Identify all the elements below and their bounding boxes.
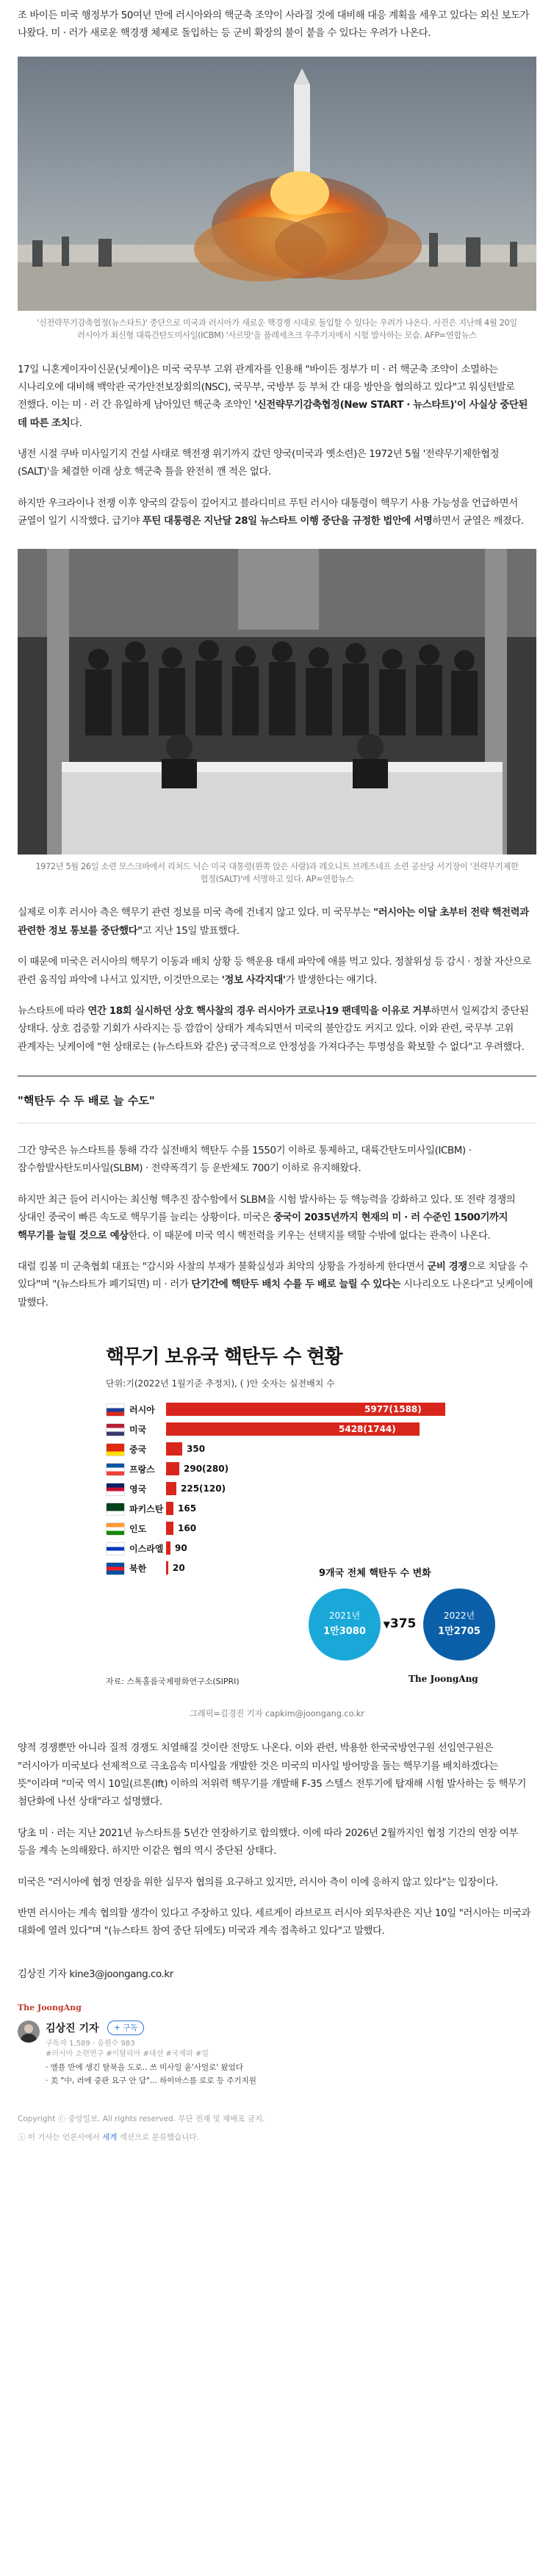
change-indicator <box>380 1616 420 1636</box>
missile-launch-image <box>18 57 536 311</box>
paragraph <box>18 495 536 531</box>
author-name[interactable]: 김상진 기자 <box>46 2023 99 2035</box>
bar-row <box>106 1402 539 1417</box>
emphasis-text: '신전략무기감축협정(New START · 뉴스타트)'이 사실상 중단된 데 따른 조치 <box>18 400 528 429</box>
bar-row <box>106 1541 539 1555</box>
country-name: 북한 <box>129 1564 147 1575</box>
warhead-bar <box>166 1482 176 1495</box>
infographic-source: 자료: 스톡홀름국제평화연구소(SIPRI) <box>106 1677 240 1687</box>
circle-chart-title: 9개국 전체 핵탄두 수 변화 <box>319 1568 431 1580</box>
text: 대럴 킴볼 미 군축협회 대표는 "감시와 사찰의 부재가 불확실성과 최악의 상황을 가정하게 한다면서 <box>18 1262 428 1273</box>
paragraph: 조 바이든 미국 행정부가 50여년 만에 러시아와의 핵군축 조약이 사라질 것에 대비해 대응 계획을 세우고 있다는 외신 보도가 나왔다. 미 · 러가 새로운 핵경쟁 체제로 돌입하는 등 군비 확장의 불이 붙을 수 있다는 우려가 나온다. <box>18 10 530 40</box>
emphasis-text: 중국이 2035년까지 현재의 미 · 러 수준인 1500기까지 핵무기를 늘릴 것으로 예상 <box>18 1212 508 1242</box>
paragraph: 냉전 시절 쿠바 미사일기지 건설 사태로 핵전쟁 위기까지 갔던 양국(미국과 옛소련)은 1972년 5월 '전략무기제한협정(SALT)'을 체결한 이래 상호 핵군축 틀을 완전히 깬 적은 없다. <box>18 449 500 478</box>
country-name: 파키스탄 <box>129 1504 164 1515</box>
country-name: 프랑스 <box>129 1464 155 1475</box>
bar-value-label: 350 <box>187 1444 206 1455</box>
author-card <box>18 2003 536 2094</box>
country-name: 영국 <box>129 1484 147 1495</box>
bar-value-label: 160 <box>178 1523 197 1534</box>
related-article-link[interactable]: · 美 "中, 러에 중판 요구 안 담"... 하이마스를 로로 등 주기지원 <box>46 2076 256 2086</box>
country-name: 미국 <box>129 1425 147 1436</box>
text: 하면서 균열은 깨졌다. <box>432 516 524 528</box>
copyright-notice: Copyright ⓒ 중앙일보. All rights reserved. 무단 전재 및 재배포 금지. <box>18 2115 265 2124</box>
infographic-brand: The JoongAng <box>409 1674 478 1685</box>
byline: 김상진 기자 kine3@joongang.co.kr <box>18 1968 173 1980</box>
author-stats: 구독자 1,589 · 응원수 983 <box>46 2040 135 2048</box>
bar-value-label: 225(120) <box>181 1483 226 1494</box>
country-flag-icon <box>106 1483 125 1496</box>
country-name: 중국 <box>129 1444 147 1456</box>
infographic-credit: 그래픽=김경진 기자 capkim@joongang.co.kr <box>190 1709 364 1719</box>
text: 이 기사는 언론사에서 <box>27 2133 103 2143</box>
paragraph <box>18 361 536 433</box>
paragraph <box>18 954 536 990</box>
bar-value-label: 5428(1744) <box>339 1424 396 1435</box>
paragraph <box>18 1259 536 1312</box>
country-flag-icon <box>106 1423 125 1436</box>
photo-caption: 1972년 5월 26일 소련 모스크바에서 리처드 닉슨 미국 대통령(왼쪽 앉은 사람)과 레오니트 브레즈네프 소련 공산당 서기장이 '전략무기제한협정(SALT)'에 서명하고 있다. AP=연합뉴스 <box>35 861 519 884</box>
bar-row <box>106 1422 539 1436</box>
text: 뉴스타트에 따라 <box>18 1005 88 1017</box>
text: 시나리오도 나온다"고 닛케이에 말했다. <box>18 1279 533 1309</box>
country-flag-icon <box>106 1403 125 1417</box>
text: 가 발생한다는 얘기다. <box>285 974 377 986</box>
text: 다. <box>70 417 82 429</box>
text: 하지만 우크라이나 전쟁 이후 양국의 갈등이 깊어지고 블라디미르 푸틴 러시아 대통령이 핵무기 사용 가능성을 언급하면서 균열이 일기 시작했다. 급기야 <box>18 497 518 528</box>
treaty-signing-photo <box>18 549 536 855</box>
bar-value-label: 20 <box>173 1563 185 1574</box>
circle-year: 2022년 <box>443 1611 475 1622</box>
quote-mark: " <box>18 1094 24 1108</box>
warhead-bar <box>166 1522 173 1535</box>
country-flag-icon <box>106 1522 125 1536</box>
text: 한다. 이 때문에 미국 역시 핵전력을 키우는 선택지를 택할 수밖에 없다는 관측이 나온다. <box>128 1230 491 1242</box>
joongang-logo: The JoongAng <box>18 2003 82 2013</box>
text: 으로 치달을 수 있다"며 "(뉴스타트가 폐기되면) 미 · 러가 <box>18 1262 528 1291</box>
change-value: 375 <box>389 1616 417 1632</box>
bar-row <box>106 1442 539 1456</box>
category-link[interactable]: 세계 <box>102 2133 118 2143</box>
treaty-signing-image <box>18 549 536 855</box>
author-avatar[interactable] <box>18 2021 40 2043</box>
warhead-infographic <box>18 1331 536 1700</box>
section-subhead <box>18 1076 536 1123</box>
paragraph: 그간 양국은 뉴스타트를 통해 각각 실전배치 핵탄두 수를 1550기 이하로 통제하고, 대륙간탄도미사일(ICBM) · 잠수함발사탄도미사일(SLBM) · 전략폭격기 등 운반체도 700기 이하로 유지해왔다. <box>18 1145 472 1175</box>
text: 하지만 최근 들어 러시아는 최신형 핵추진 잠수함에서 SLBM을 시험 발사하는 등 핵능력을 강화하고 있다. 또 전략 경쟁의 상대인 중국이 빠른 속도로 핵무기를 늘리는 상황이다. 미국은 <box>18 1194 516 1224</box>
emphasis-text: 푸틴 대통령은 지난달 28일 뉴스타트 이행 중단을 규정한 법안에 서명 <box>142 516 433 528</box>
paragraph <box>18 1192 536 1245</box>
bar-value-label: 90 <box>175 1543 187 1554</box>
country-flag-icon <box>106 1542 125 1555</box>
warhead-bar <box>166 1462 179 1475</box>
country-name: 러시아 <box>129 1405 155 1416</box>
circle-2021 <box>309 1589 381 1661</box>
text: 하면서 일찌감치 중단된 상태다. 상호 검증할 기회가 사라지는 등 깜깜이 상태가 계속되면서 미국의 불안감도 커지고 있다. 이와 관련, 국무부 고위 관계자는 닛케이에 "현 상태로는 (뉴스타트와 같은) 궁극적으로 안정성을 가져다주는 투명성을 확보할 수 없다"고 우려했다. <box>18 1005 529 1053</box>
emphasis-text: '정보 사각지대' <box>221 974 286 986</box>
quote-mark: " <box>148 1094 155 1108</box>
infographic-title: 핵무기 보유국 핵탄두 수 현황 <box>106 1346 342 1369</box>
bar-value-label: 5977(1588) <box>364 1404 422 1415</box>
text: 섹션으로 분류했습니다. <box>117 2133 199 2143</box>
category-notice <box>18 2131 536 2143</box>
paragraph <box>18 1003 536 1057</box>
text: 17일 니혼게이자이신문(닛케이)은 미국 국무부 고위 관계자를 인용해 "바이든 정부가 미 · 러 핵군축 조약이 소멸하는 시나리오에 대비해 백악관 국가안전보장회의(NSC), 국무부, 국방부 등 부처 간 대응 방안을 협의하고 있다"고 워싱턴발로 전했다. 이는 미 · 러 간 유일하게 남아있던 핵군축 조약인 <box>18 364 515 411</box>
bar-row <box>106 1461 539 1476</box>
country-flag-icon <box>106 1463 125 1476</box>
text: 실제로 이후 러시아 측은 핵무기 관련 정보를 미국 측에 건네지 않고 있다. 미 국무부는 <box>18 907 374 919</box>
country-flag-icon <box>106 1503 125 1516</box>
country-name: 이스라엘 <box>129 1544 164 1555</box>
missile-launch-photo <box>18 57 536 311</box>
emphasis-text: 연간 18회 실시하던 상호 핵사찰의 경우 러시아가 코로나19 팬데믹을 이유로 거부 <box>87 1005 431 1017</box>
article-body <box>18 0 536 2143</box>
text: 이 때문에 미국은 러시아의 핵무기 이동과 배치 상황 등 핵운용 태세 파악에 애를 먹고 있다. 정찰위성 등 감시 · 정찰 자산으로 관련 움직임 파악에 나서고 있지만, 이것만으로는 <box>18 957 532 986</box>
infographic-unit: 단위:기(2022년 1월기준 추정치), ( )안 숫자는 실전배치 수 <box>106 1378 335 1389</box>
emphasis-text: "러시아는 이달 초부터 전략 핵전력과 관련한 정보 통보를 중단했다" <box>18 907 529 937</box>
info-icon: ⓘ <box>18 2133 28 2143</box>
related-article-link[interactable]: · 엘플 만에 생긴 탈북을 도로.. 쓰 미사일 윤'사얼로' 왔었다 <box>46 2063 243 2073</box>
paragraph: 당초 미 · 러는 지난 2021년 뉴스타트를 5년간 연장하기로 합의했다. 이에 따라 2026년 2월까지인 협정 기간의 연장 여부 등을 계속 논의해왔다. 하지만 이같은 협의 역시 중단된 상태다. <box>18 1827 518 1857</box>
circle-2022 <box>423 1589 495 1661</box>
warhead-bar <box>166 1502 173 1515</box>
country-name: 인도 <box>129 1524 147 1535</box>
paragraph: 양적 경쟁뿐만 아니라 질적 경쟁도 치열해질 것이란 전망도 나온다. 이와 관련, 박용한 한국국방연구원 선임연구원은 "러시아가 미국보다 선제적으로 극초음속 미사일을 개발한 것은 미국의 미사일 방어망을 돌는 핵무기를 배치하겠다는 뜻"이라며 "미국 역시 10일(르톤(Ift) 이하의 저위력 핵무기를 개발해 F-35 스텔스 전투기에 탑재해 시험 발사하는 등 핵무기 첨단화에 나선 상태"라고 설명했다. <box>18 1743 527 1808</box>
photo-caption: '신전략무기감축협정(뉴스타트)' 중단으로 미국과 러시아가 새로운 핵경쟁 시대로 돌입할 수 있다는 우려가 나온다. 사진은 지난해 4월 20일 러시아가 최신형 대륙간탄도미사일(ICBM) '사르맛'을 플레세츠크 우주기지에서 시험 발사하는 모습. AFP=연합뉴스 <box>37 317 517 341</box>
paragraph <box>18 904 536 940</box>
circle-year: 2021년 <box>328 1611 361 1622</box>
warhead-bar <box>166 1561 168 1575</box>
paragraph: 미국은 "러시아에 협정 연장을 위한 실무자 협의를 요구하고 있지만, 러시아 측이 이에 응하지 않고 있다"는 입장이다. <box>18 1877 498 1888</box>
subscribe-button[interactable]: + 구독 <box>107 2021 144 2035</box>
circle-value: 1만2705 <box>438 1626 481 1638</box>
circle-value: 1만3080 <box>323 1626 366 1638</box>
bar-value-label: 165 <box>178 1503 197 1514</box>
paragraph: 반면 러시아는 계속 협의할 생각이 있다고 주장하고 있다. 세르게이 라브로프 러시아 외무차관은 지난 10일 "러시아는 미국과 대화에 열려 있다"며 "(뉴스타트 참여 중단 뒤에도) 미국과 계속 접촉하고 있다"고 말했다. <box>18 1907 530 1938</box>
bar-row <box>106 1521 539 1536</box>
bar-value-label: 290(280) <box>184 1464 229 1475</box>
subhead-text: 핵탄두 수 두 배로 늘 수도 <box>23 1094 149 1108</box>
bar-row <box>106 1501 539 1516</box>
warhead-bar <box>166 1541 170 1555</box>
down-arrow-icon: ▼ <box>383 1619 390 1630</box>
emphasis-text: 단기간에 핵탄두 배치 수를 두 배로 늘릴 수 있다는 <box>191 1279 401 1291</box>
warhead-bar <box>166 1442 182 1456</box>
country-flag-icon <box>106 1443 125 1456</box>
country-flag-icon <box>106 1562 125 1575</box>
text: 고 지난 15일 발표했다. <box>142 925 240 937</box>
author-tags: #러시아 소련연구 #이탈리아 #대선 #국제와 #일 <box>46 2050 209 2059</box>
emphasis-text: 군비 경쟁 <box>427 1262 467 1273</box>
bar-row <box>106 1481 539 1496</box>
